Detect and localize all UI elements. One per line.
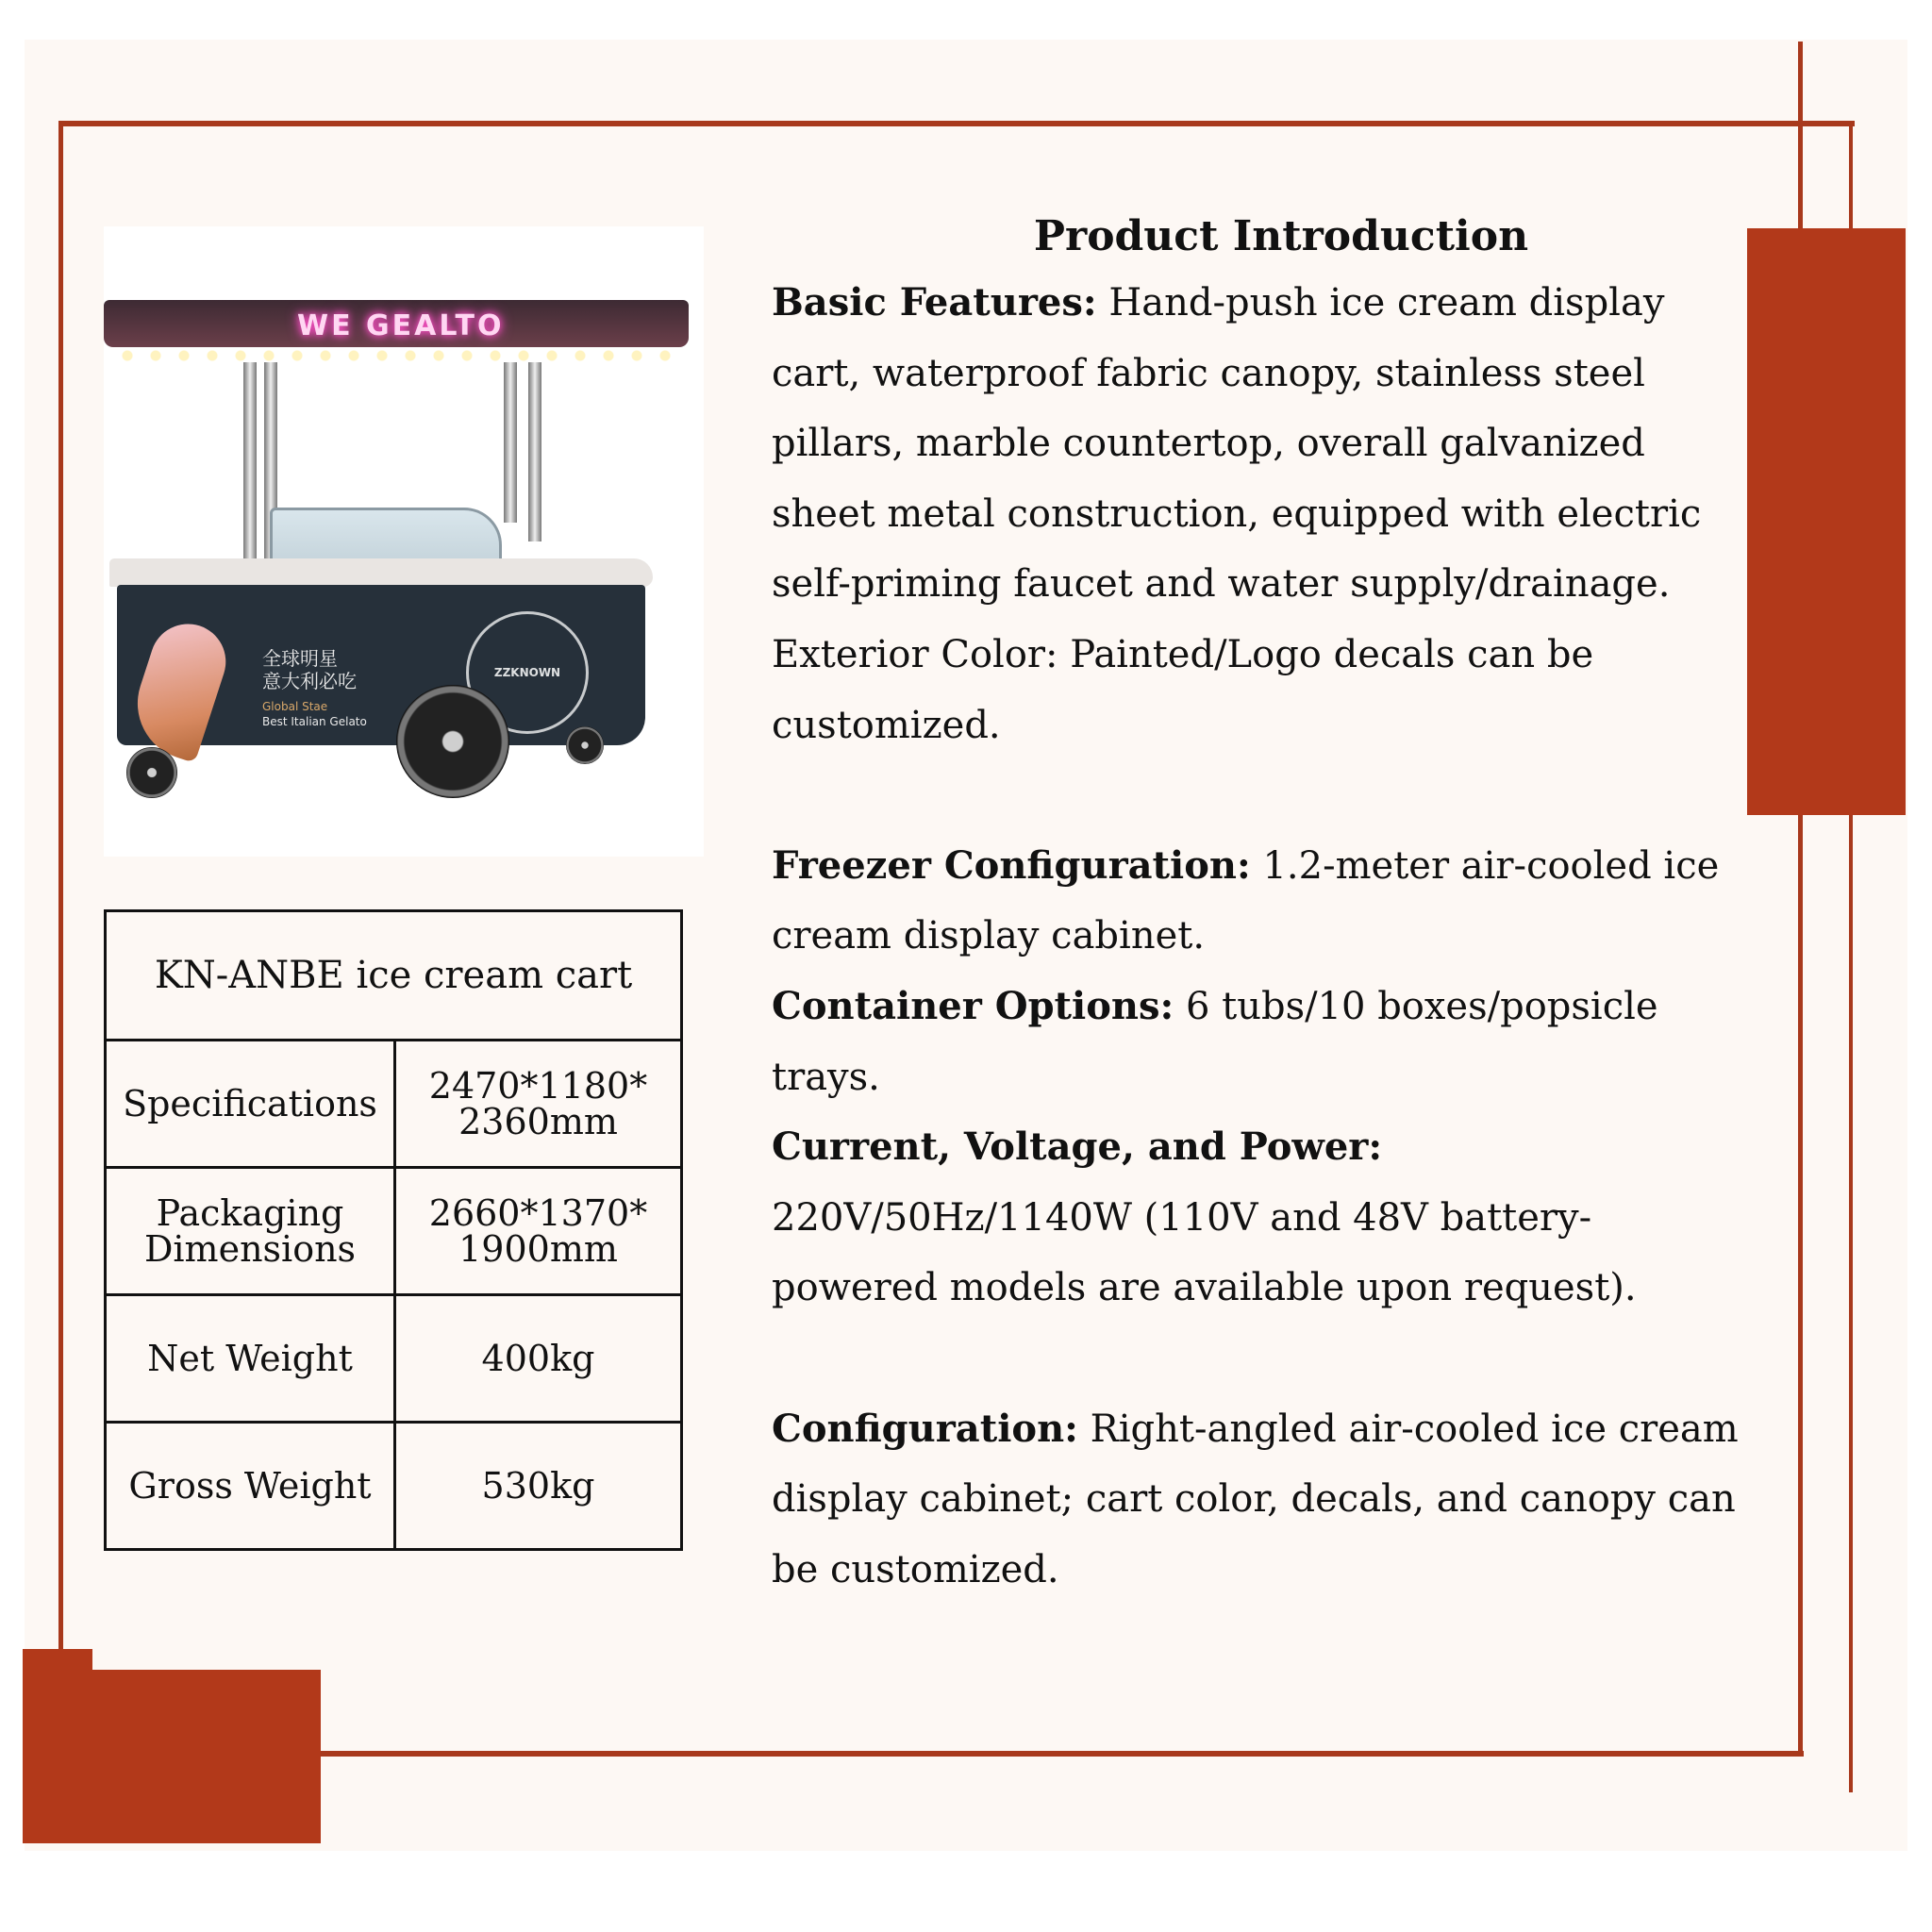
spec-table-title: KN-ANBE ice cream cart (106, 911, 682, 1041)
cart-pillar-left (243, 362, 257, 589)
basic-features-label: Basic Features: (772, 280, 1097, 325)
freezer-label: Freezer Configuration: (772, 842, 1251, 888)
cart-decal-chinese: 全球明星 意大利必吃 (262, 647, 357, 692)
frame-top-line (58, 121, 1855, 126)
exterior-color-paragraph: Exterior Color: Painted/Logo decals can be customized. (772, 632, 1594, 747)
spec-table (104, 909, 683, 1551)
spec-value: 2660*1370* 1900mm (395, 1168, 682, 1295)
configuration-label: Configuration: (772, 1406, 1078, 1451)
power-label: Current, Voltage, and Power: (772, 1124, 1383, 1170)
accent-block-bottom-left-wide (23, 1670, 321, 1843)
brand-watermark-stamp: ZZKNOWN (466, 611, 589, 734)
cart-wheel-front (126, 747, 177, 798)
table-row (106, 1168, 682, 1295)
configuration-paragraph (772, 1394, 1753, 1606)
container-text: 6 tubs/10 boxes/popsicle trays. (772, 984, 1658, 1099)
spec-value: 400kg (395, 1295, 682, 1423)
power-paragraph (772, 1112, 1753, 1324)
cart-logo-sign: WE GEALTO (297, 309, 505, 342)
paragraph-gap (772, 760, 1753, 831)
spec-label: Packaging Dimensions (106, 1168, 395, 1295)
spec-value: 530kg (395, 1423, 682, 1550)
power-text: 220V/50Hz/1140W (110V and 48V battery-powered models are available upon request). (772, 1195, 1637, 1310)
basic-features-paragraph (772, 268, 1753, 620)
freezer-paragraph (772, 831, 1753, 972)
freezer-text: 1.2-meter air-cooled ice cream display cabinet. (772, 843, 1720, 958)
spec-label: Gross Weight (106, 1423, 395, 1550)
marble-countertop (109, 558, 653, 587)
canopy-lights (113, 349, 679, 362)
container-paragraph (772, 972, 1753, 1112)
cart-wheel-large (396, 685, 509, 798)
configuration-text: Right-angled air-cooled ice cream display cabinet; cart color, decals, and canopy can be customized. (772, 1407, 1739, 1591)
cart-decal-english-1: Global Stae (262, 700, 328, 713)
accent-block-right (1747, 228, 1906, 815)
table-row (106, 1423, 682, 1550)
cart-decal-english-2: Best Italian Gelato (262, 715, 367, 728)
container-label: Container Options: (772, 983, 1174, 1028)
cart-pillar-right (504, 362, 517, 523)
product-photo (104, 226, 704, 857)
spec-label: Specifications (106, 1041, 395, 1168)
intro-heading: Product Introduction (1033, 212, 1529, 260)
paragraph-gap (772, 1324, 1753, 1394)
cart-wheel-back (566, 726, 604, 764)
table-row (106, 1295, 682, 1423)
spec-label: Net Weight (106, 1295, 395, 1423)
frame-left-line (58, 121, 63, 1762)
basic-features-text: Hand-push ice cream display cart, waterproof fabric canopy, stainless steel pillars, marble countertop, overall galvanized sheet metal construction, equipped with electric self-priming faucet and water supply/drainage. (772, 281, 1702, 607)
cart-pillar-right-2 (528, 362, 541, 541)
table-row (106, 1041, 682, 1168)
product-introduction (772, 206, 1753, 1605)
spec-value: 2470*1180* 2360mm (395, 1041, 682, 1168)
